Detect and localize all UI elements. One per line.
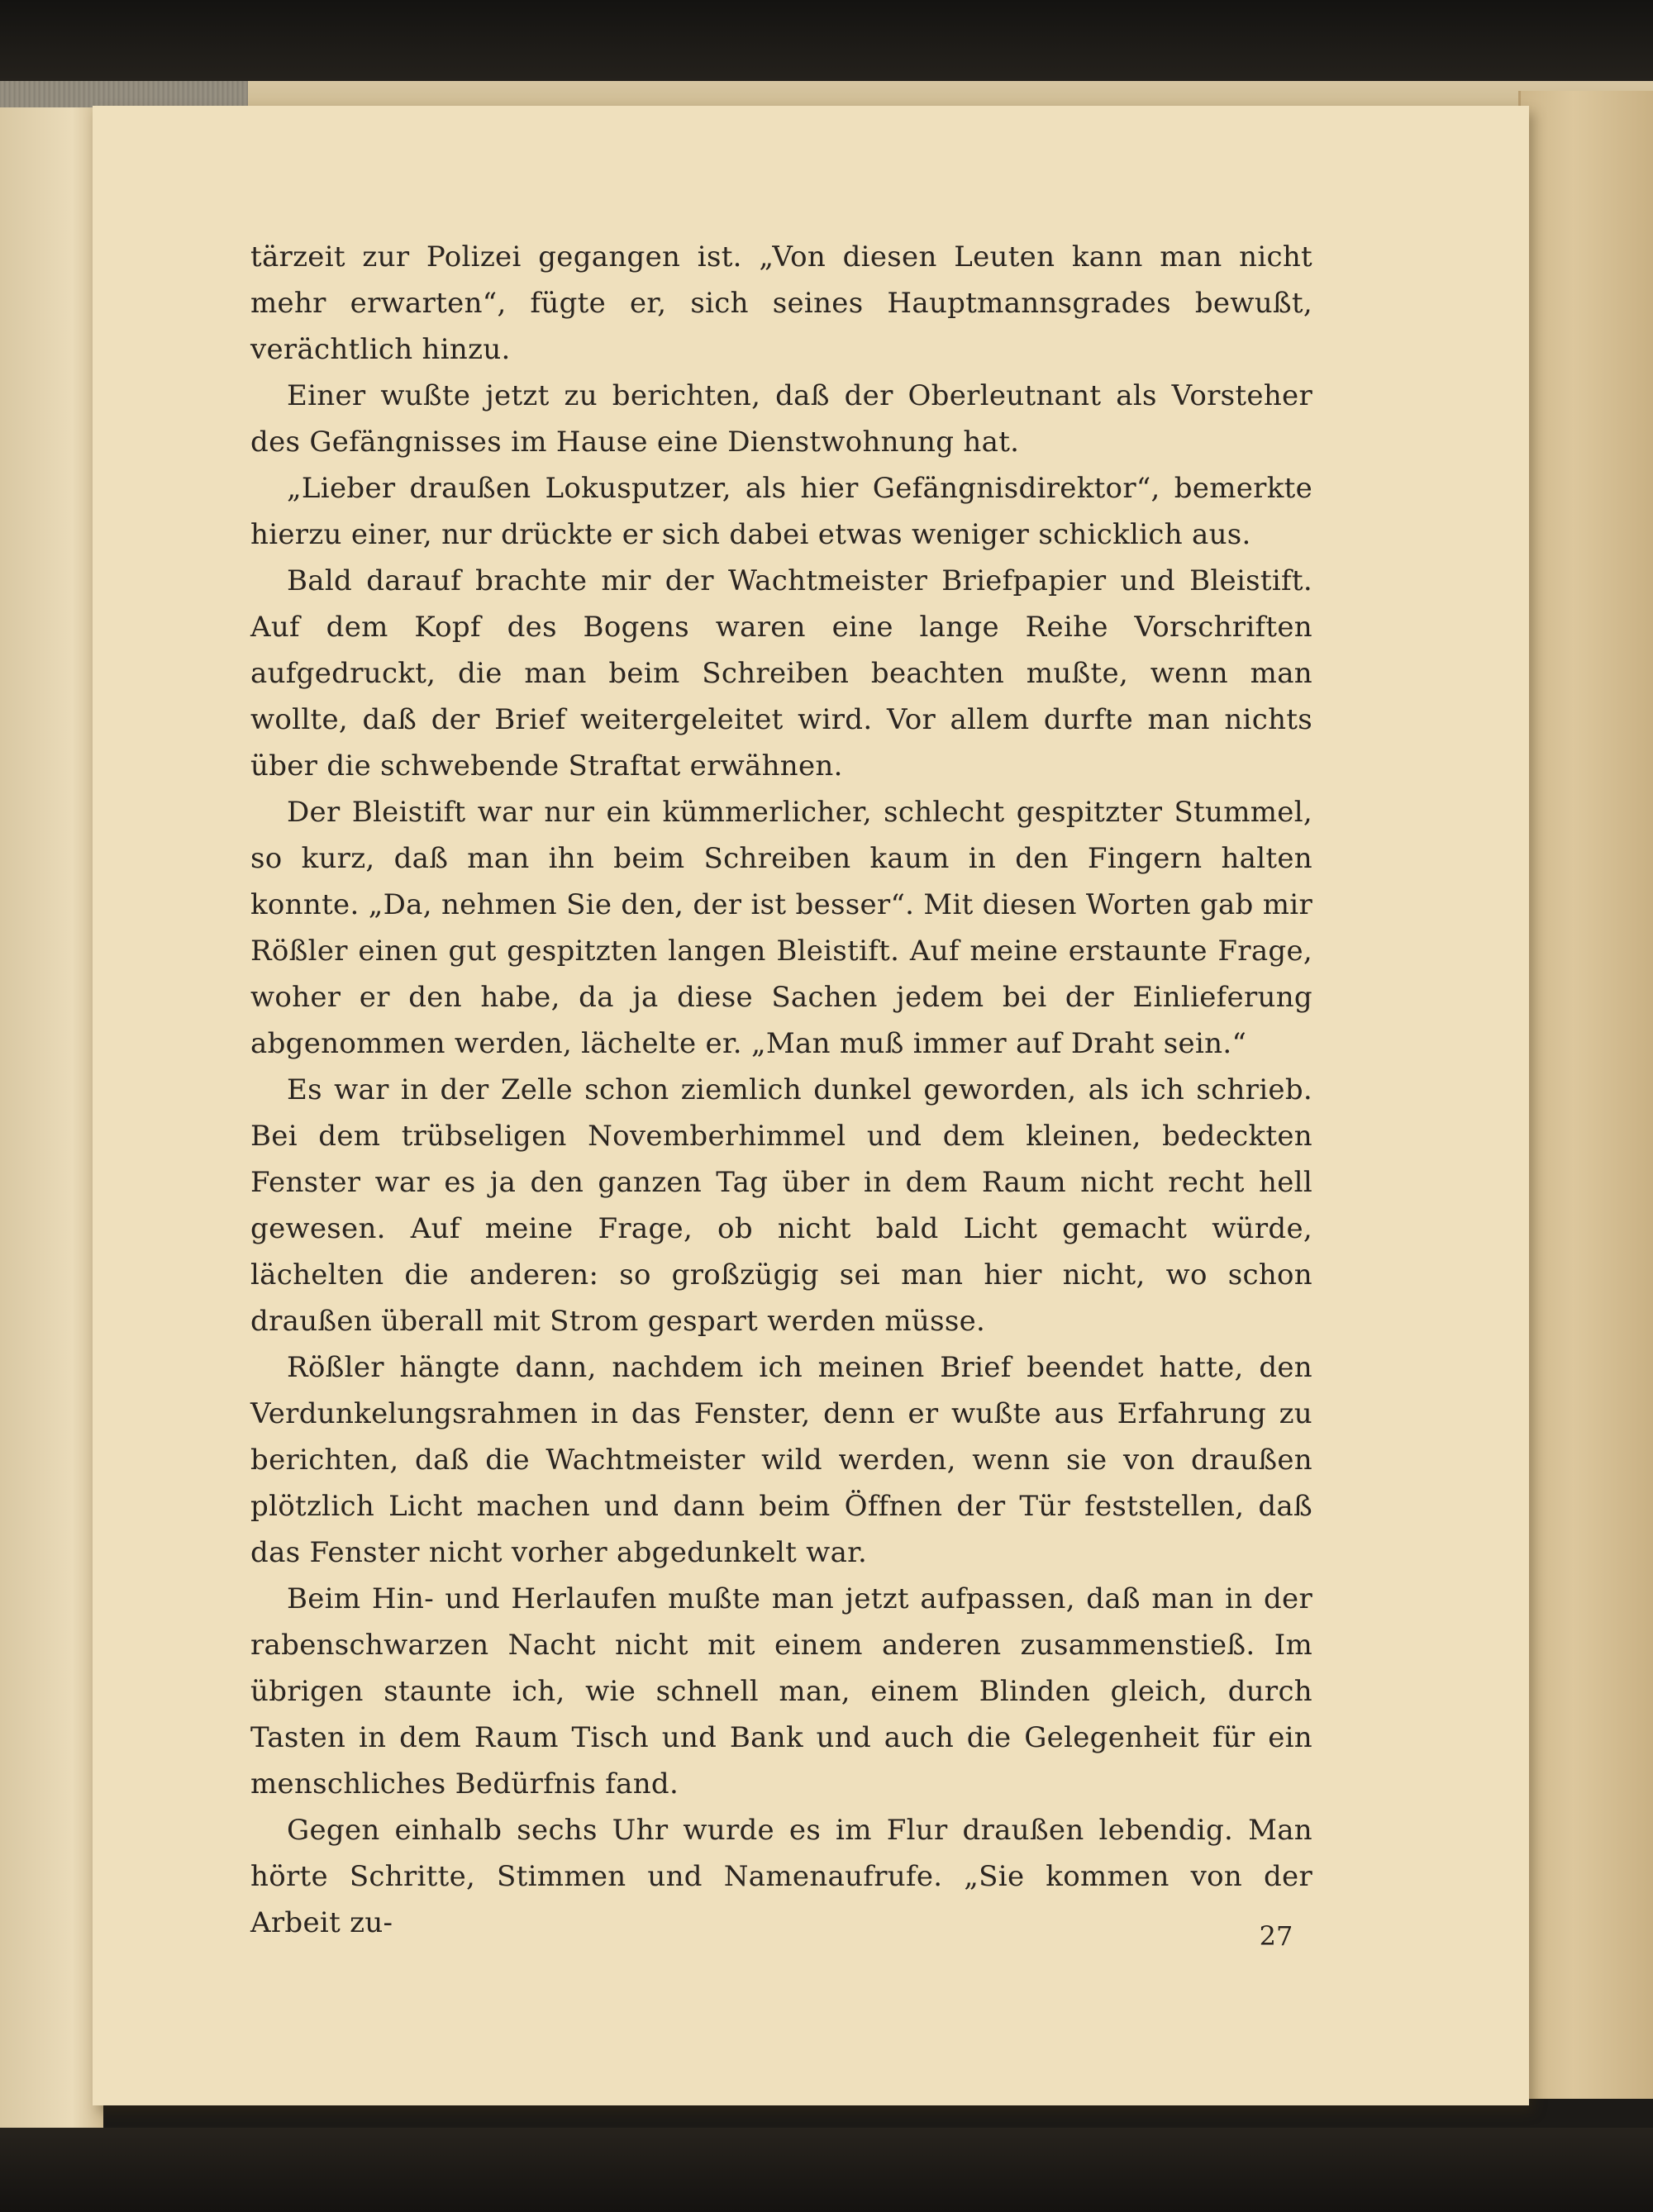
body-text [250, 234, 1312, 1946]
book-cover-right-edge [1518, 91, 1653, 2099]
paragraph: Es war in der Zelle schon ziemlich dunkel geworden, als ich schrieb. Bei dem trübseligen Novemberhimmel und dem kleinen, bedeckten Fenster war es ja den ganzen Tag über in dem Raum nicht recht hell gewesen. Auf meine Frage, ob nicht bald Licht gemacht würde, lächelten die anderen: so großzügig sei man hier nicht, wo schon draußen überall mit Strom gespart werden müsse. [250, 1073, 1312, 1338]
scan-background-bottom [0, 2128, 1653, 2212]
page-number: 27 [1259, 1920, 1293, 1952]
scan-background-top [0, 0, 1653, 81]
paragraph: Gegen einhalb sechs Uhr wurde es im Flur draußen lebendig. Man hörte Schritte, Stimmen und Namenaufrufe. „Sie kommen von der Arbeit zu- [250, 1814, 1312, 1939]
paragraph: „Lieber draußen Lokusputzer, als hier Gefängnisdirektor“, bemerkte hierzu einer, nur drückte er sich dabei etwas weniger schicklich aus. [250, 472, 1312, 551]
facing-page-edge [0, 107, 103, 2148]
paragraph: tärzeit zur Polizei gegangen ist. „Von diesen Leuten kann man nicht mehr erwarten“, fügte er, sich seines Hauptmannsgrades bewußt, verächtlich hinzu. [250, 240, 1312, 366]
paragraph: Rößler hängte dann, nachdem ich meinen Brief beendet hatte, den Verdunkelungsrahmen in das Fenster, denn er wußte aus Erfahrung zu berichten, daß die Wachtmeister wild werden, wenn sie von draußen plötzlich Licht machen und dann beim Öffnen der Tür feststellen, daß das Fenster nicht vorher abgedunkelt war. [250, 1351, 1312, 1569]
paragraph: Einer wußte jetzt zu berichten, daß der Oberleutnant als Vorsteher des Gefängnisses im Hause eine Dienstwohnung hat. [250, 379, 1312, 459]
paragraph: Der Bleistift war nur ein kümmerlicher, schlecht gespitzter Stummel, so kurz, daß man ihn beim Schreiben kaum in den Fingern halten konnte. „Da, nehmen Sie den, der ist besser“. Mit diesen Worten gab mir Rößler einen gut gespitzten langen Bleistift. Auf meine erstaunte Frage, woher er den habe, da ja diese Sachen jedem bei der Einlieferung abgenommen werden, lächelte er. „Man muß immer auf Draht sein.“ [250, 796, 1312, 1060]
paragraph: Beim Hin- und Herlaufen mußte man jetzt aufpassen, daß man in der rabenschwarzen Nacht nicht mit einem anderen zusammenstieß. Im übrigen staunte ich, wie schnell man, einem Blinden gleich, durch Tasten in dem Raum Tisch und Bank und auch die Gelegenheit für ein menschliches Bedürfnis fand. [250, 1582, 1312, 1801]
paragraph: Bald darauf brachte mir der Wachtmeister Briefpapier und Bleistift. Auf dem Kopf des Bogens waren eine lange Reihe Vorschriften aufgedruckt, die man beim Schreiben beachten mußte, wenn man wollte, daß der Brief weitergeleitet wird. Vor allem durfte man nichts über die schwebende Straftat erwähnen. [250, 564, 1312, 783]
